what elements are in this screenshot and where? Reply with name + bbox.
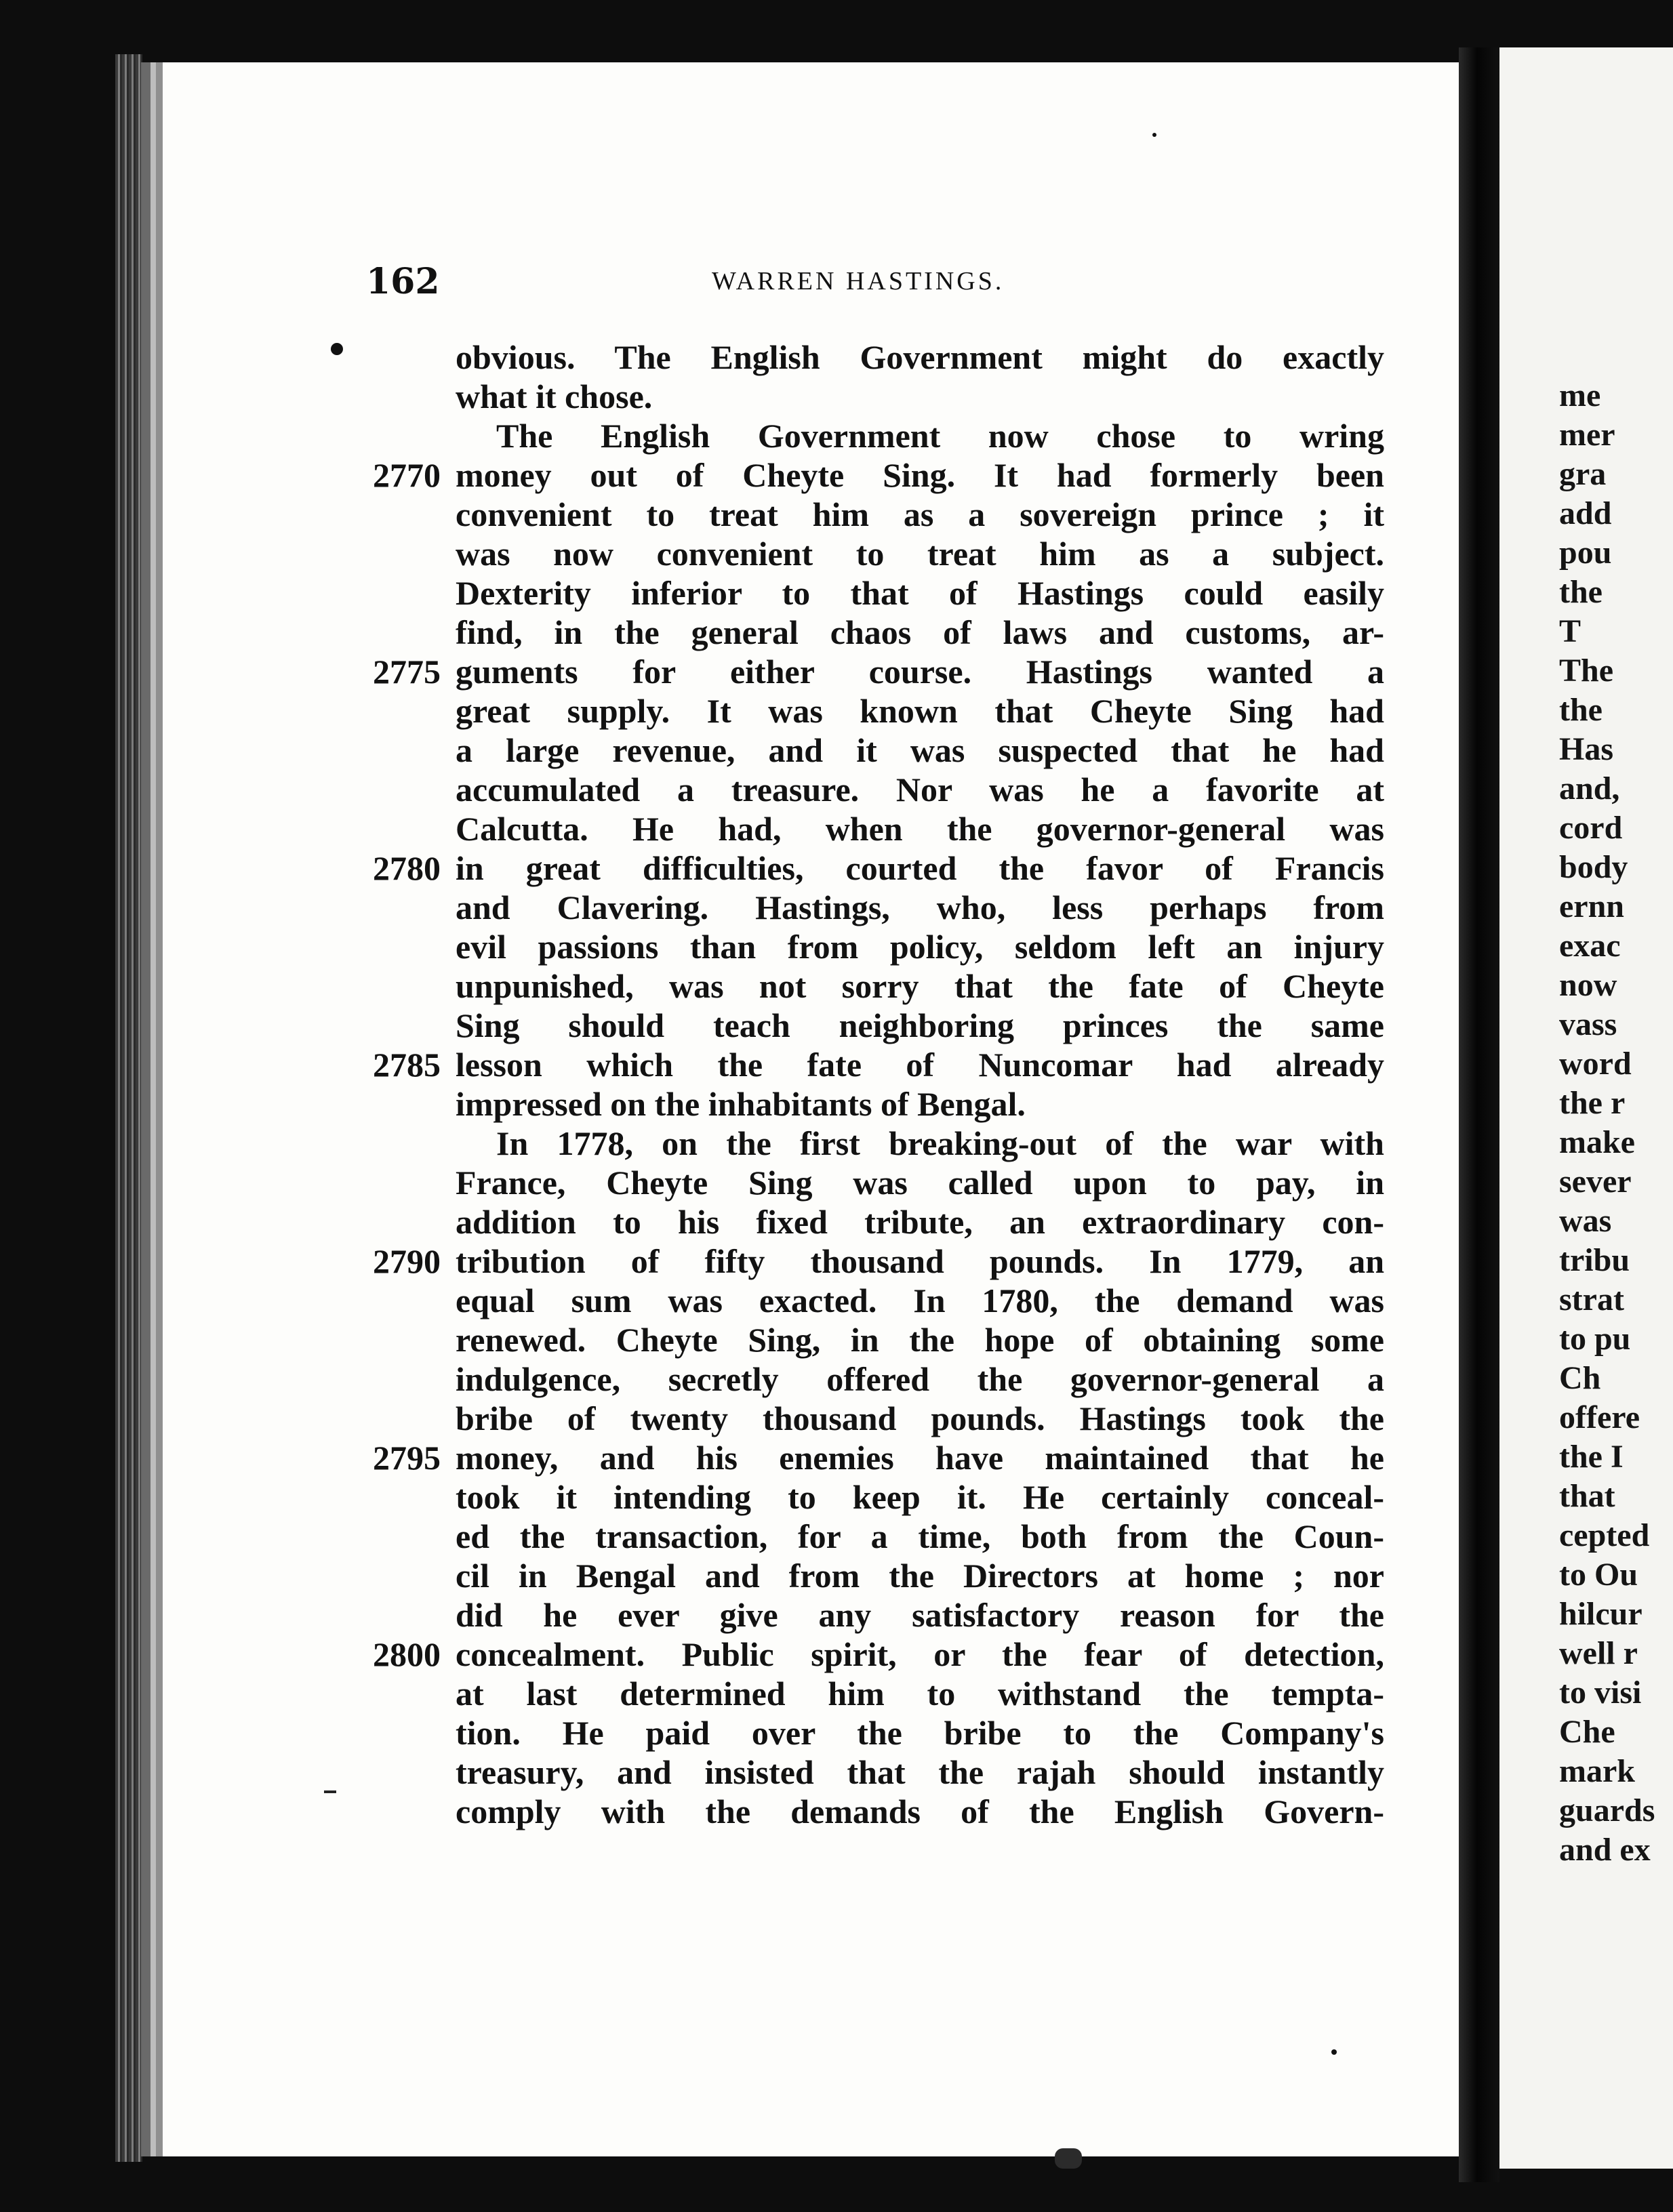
text-line: [373, 377, 1390, 416]
text-line: [373, 1713, 1390, 1753]
text-line: [373, 534, 1390, 573]
text-line: [373, 1595, 1390, 1635]
right-page-line: The: [1559, 653, 1614, 689]
text-line: [373, 455, 1390, 495]
page-number: 162: [366, 261, 440, 302]
right-page-line: Has: [1559, 731, 1614, 767]
line-text: did he ever give any satisfactory reason for the: [456, 1596, 1384, 1634]
line-text: In 1778, on the first breaking-out of the war with: [496, 1124, 1384, 1162]
line-text: Calcutta. He had, when the governor-general was: [456, 810, 1384, 848]
line-text: a large revenue, and it was suspected that he had: [456, 731, 1384, 769]
right-page-line: body: [1559, 849, 1628, 885]
line-text: concealment. Public spirit, or the fear of detection,: [456, 1635, 1384, 1673]
line-text: The English Government now chose to wring: [496, 417, 1384, 455]
text-line: [373, 1163, 1390, 1202]
line-text: in great difficulties, courted the favor of Francis: [456, 849, 1384, 887]
text-line: [373, 652, 1390, 691]
text-line: [373, 1006, 1390, 1045]
text-line: [373, 1045, 1390, 1084]
line-text: renewed. Cheyte Sing, in the hope of obtaining some: [456, 1321, 1384, 1359]
text-line: [373, 1753, 1390, 1792]
right-page-line: to visi: [1559, 1675, 1642, 1711]
right-page-line: that: [1559, 1478, 1615, 1514]
line-text: what it chose.: [456, 377, 653, 415]
line-text: at last determined him to withstand the tempta-: [456, 1675, 1384, 1713]
right-page-line: the: [1559, 692, 1603, 728]
right-page-line: the: [1559, 574, 1603, 610]
running-title: WARREN HASTINGS.: [712, 267, 1005, 295]
text-line: [373, 495, 1390, 534]
right-page-line: cepted: [1559, 1517, 1650, 1553]
scan-speck: [1331, 2049, 1337, 2055]
right-page-line: tribu: [1559, 1242, 1630, 1278]
text-line: [373, 613, 1390, 652]
right-page-line: cord: [1559, 810, 1623, 846]
text-line: [373, 966, 1390, 1006]
line-text: accumulated a treasure. Nor was he a favorite at: [456, 771, 1384, 808]
page-header: [366, 261, 1396, 302]
line-text: France, Cheyte Sing was called upon to pay, in: [456, 1164, 1384, 1202]
text-line: [373, 1477, 1390, 1517]
text-line: [373, 888, 1390, 927]
text-line: [373, 770, 1390, 809]
line-text: money, and his enemies have maintained that he: [456, 1439, 1384, 1477]
right-page-line: to Ou: [1559, 1557, 1638, 1593]
right-page-line: strat: [1559, 1282, 1624, 1317]
line-text: equal sum was exacted. In 1780, the demand was: [456, 1282, 1384, 1319]
scan-mark: [1055, 2148, 1082, 2169]
right-page-line: guards: [1559, 1793, 1655, 1828]
text-line: [373, 1674, 1390, 1713]
right-page-line: and,: [1559, 771, 1620, 806]
line-number: 2800: [373, 1635, 441, 1673]
text-line: [373, 731, 1390, 770]
right-page-line: make: [1559, 1124, 1635, 1160]
right-page-line: was: [1559, 1203, 1612, 1239]
line-text: comply with the demands of the English Govern-: [456, 1793, 1384, 1830]
text-line: [373, 1320, 1390, 1359]
line-text: addition to his fixed tribute, an extraordinary con-: [456, 1203, 1384, 1241]
scan-speck: [331, 343, 343, 355]
page-stack-edge: [115, 54, 142, 2162]
right-page-line: mer: [1559, 417, 1615, 453]
text-line: [373, 573, 1390, 613]
text-line: [373, 1281, 1390, 1320]
text-line: [373, 809, 1390, 848]
line-text: evil passions than from policy, seldom left an injury: [456, 928, 1384, 966]
line-text: impressed on the inhabitants of Bengal.: [456, 1085, 1026, 1123]
line-text: cil in Bengal and from the Directors at home ; nor: [456, 1557, 1384, 1595]
right-page-line: well r: [1559, 1635, 1638, 1671]
line-text: treasury, and insisted that the rajah should instantly: [456, 1753, 1384, 1791]
line-text: lesson which the fate of Nuncomar had already: [456, 1046, 1384, 1084]
body-text: [373, 337, 1390, 1831]
line-number: 2795: [373, 1439, 441, 1477]
text-line: [373, 691, 1390, 731]
right-page-line: ernn: [1559, 888, 1624, 924]
line-text: ed the transaction, for a time, both from the Coun-: [456, 1517, 1384, 1555]
text-line: [373, 1556, 1390, 1595]
right-page-line: Ch: [1559, 1360, 1601, 1396]
right-page-line: mark: [1559, 1753, 1635, 1789]
line-text: Sing should teach neighboring princes the same: [456, 1006, 1384, 1044]
text-line: [373, 1635, 1390, 1674]
right-page-line: me: [1559, 377, 1601, 413]
book-gutter: [1459, 47, 1499, 2182]
right-page-line: add: [1559, 495, 1612, 531]
line-number: 2775: [373, 653, 441, 691]
right-page-line: Che: [1559, 1714, 1615, 1750]
right-page-line: hilcur: [1559, 1596, 1642, 1632]
right-page-line: word: [1559, 1046, 1632, 1082]
line-text: tribution of fifty thousand pounds. In 1779, an: [456, 1242, 1384, 1280]
text-line: [373, 1359, 1390, 1399]
text-line: [373, 1084, 1390, 1124]
text-line: [373, 1517, 1390, 1556]
right-page-line: sever: [1559, 1164, 1632, 1200]
scan-speck: [1152, 133, 1156, 137]
text-line: [373, 927, 1390, 966]
right-page-line: the I: [1559, 1439, 1624, 1475]
line-text: money out of Cheyte Sing. It had formerly been: [456, 456, 1384, 494]
text-line: [373, 1792, 1390, 1831]
line-text: unpunished, was not sorry that the fate of Cheyte: [456, 967, 1384, 1005]
text-line: [373, 1202, 1390, 1242]
line-text: bribe of twenty thousand pounds. Hastings took the: [456, 1399, 1384, 1437]
line-text: tion. He paid over the bribe to the Company's: [456, 1714, 1384, 1752]
line-text: Dexterity inferior to that of Hastings could easily: [456, 574, 1384, 612]
text-line: [373, 337, 1390, 377]
text-line: [373, 1438, 1390, 1477]
right-page-line: the r: [1559, 1085, 1626, 1121]
line-text: indulgence, secretly offered the governor-general a: [456, 1360, 1384, 1398]
line-text: took it intending to keep it. He certainly conceal-: [456, 1478, 1384, 1516]
right-page-line: exac: [1559, 928, 1621, 964]
line-text: obvious. The English Government might do exactly: [456, 338, 1384, 376]
right-page-line: T: [1559, 613, 1581, 649]
line-number: 2770: [373, 456, 441, 494]
right-page-line: pou: [1559, 535, 1612, 571]
text-line: [373, 1399, 1390, 1438]
line-number: 2785: [373, 1046, 441, 1084]
text-line: [373, 1124, 1390, 1163]
right-page-line: gra: [1559, 456, 1607, 492]
line-number: 2780: [373, 849, 441, 887]
text-line: [373, 416, 1390, 455]
right-page-line: vass: [1559, 1006, 1617, 1042]
text-line: [373, 848, 1390, 888]
line-text: and Clavering. Hastings, who, less perhaps from: [456, 888, 1384, 926]
line-text: find, in the general chaos of laws and customs, ar-: [456, 613, 1384, 651]
right-page-line: offere: [1559, 1399, 1640, 1435]
right-page-line: now: [1559, 967, 1617, 1003]
line-text: guments for either course. Hastings wanted a: [456, 653, 1384, 691]
right-page-text: [1559, 376, 1673, 1870]
scan-mark: [324, 1790, 336, 1793]
line-text: was now convenient to treat him as a subject.: [456, 535, 1384, 573]
line-number: 2790: [373, 1242, 441, 1280]
right-page-line: to pu: [1559, 1321, 1631, 1357]
line-text: convenient to treat him as a sovereign prince ; it: [456, 495, 1384, 533]
right-page-line: and ex: [1559, 1832, 1651, 1868]
line-text: great supply. It was known that Cheyte Sing had: [456, 692, 1384, 730]
text-line: [373, 1242, 1390, 1281]
